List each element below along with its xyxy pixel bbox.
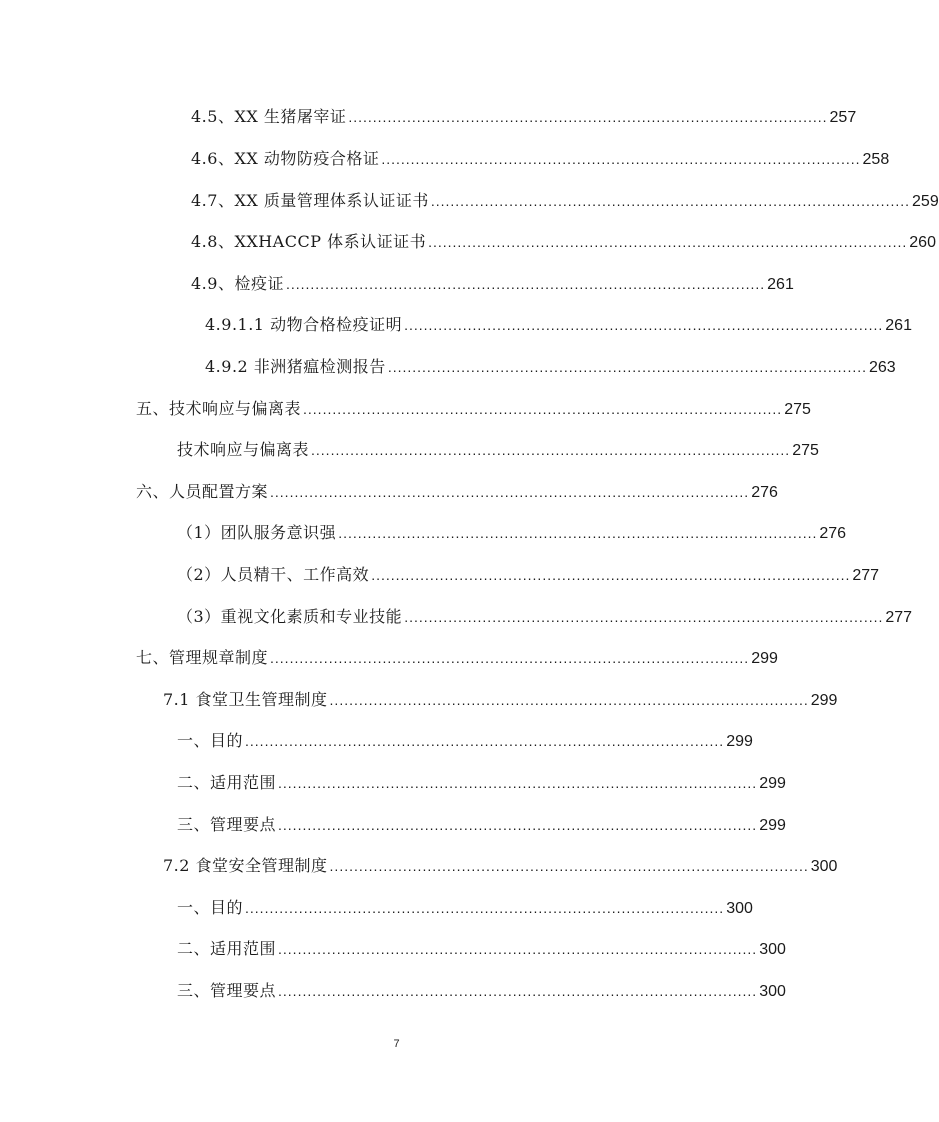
- toc-entry-page: 261: [885, 317, 912, 334]
- toc-entry-title: 4.9.1.1 动物合格检疫证明: [205, 315, 403, 334]
- toc-entry[interactable]: [177, 728, 753, 754]
- toc-entry[interactable]: [177, 437, 819, 463]
- toc-leader-dots: ..................................................................................................: [311, 442, 791, 458]
- toc-entry-page: 260: [909, 234, 936, 251]
- toc-entry-page: 299: [751, 650, 778, 667]
- toc-entry[interactable]: [191, 104, 857, 130]
- toc-entry-title: 7.2 食堂安全管理制度: [163, 856, 328, 875]
- toc-entry[interactable]: [191, 229, 936, 255]
- toc-leader-dots: ..................................................................................................: [303, 401, 783, 417]
- toc-leader-dots: ..................................................................................................: [371, 567, 851, 583]
- toc-entry[interactable]: [163, 853, 838, 879]
- toc-entry-page: 275: [784, 401, 811, 418]
- toc-leader-dots: ..................................................................................................: [329, 692, 809, 708]
- toc-entry-title: 三、管理要点: [177, 815, 277, 834]
- toc-leader-dots: ..................................................................................................: [245, 900, 725, 916]
- toc-entry-title: 4.8、XXHACCP 体系认证证书: [191, 232, 427, 251]
- toc-leader-dots: ..................................................................................................: [278, 817, 758, 833]
- toc-entry-title: 4.9.2 非洲猪瘟检测报告: [205, 357, 386, 376]
- toc-entry-title: 五、技术响应与偏离表: [136, 399, 302, 418]
- toc-entry[interactable]: [205, 354, 896, 380]
- toc-entry-page: 299: [726, 733, 753, 750]
- toc-entry-page: 300: [759, 941, 786, 958]
- page-number: 7: [393, 1038, 400, 1050]
- toc-leader-dots: ..................................................................................................: [278, 983, 758, 999]
- toc-entry-page: 259: [912, 193, 939, 210]
- toc-entry-title: 一、目的: [177, 898, 244, 917]
- toc-entry[interactable]: [191, 188, 939, 214]
- toc-entry-page: 261: [767, 276, 794, 293]
- toc-leader-dots: ..................................................................................................: [278, 775, 758, 791]
- toc-entry-page: 299: [759, 817, 786, 834]
- toc-entry-page: 257: [829, 109, 857, 126]
- toc-entry-title: 六、人员配置方案: [136, 482, 269, 501]
- toc-leader-dots: ..................................................................................................: [270, 484, 750, 500]
- toc-entry[interactable]: [177, 812, 786, 838]
- toc-entry-page: 275: [792, 442, 819, 459]
- toc-entry[interactable]: [177, 978, 786, 1004]
- toc-entry-title: （3）重视文化素质和专业技能: [177, 607, 403, 626]
- toc-entry-title: 4.5、XX 生猪屠宰证: [191, 107, 347, 126]
- toc-entry-title: （1）团队服务意识强: [177, 523, 337, 542]
- toc-entry[interactable]: [177, 604, 913, 630]
- toc-leader-dots: ..................................................................................................: [404, 609, 884, 625]
- toc-entry-page: 277: [885, 609, 913, 626]
- toc-leader-dots: ..................................................................................................: [329, 858, 809, 874]
- toc-entry-title: 4.7、XX 质量管理体系认证证书: [191, 191, 429, 210]
- toc-entry-title: 三、管理要点: [177, 981, 277, 1000]
- toc-entry[interactable]: [177, 770, 786, 796]
- toc-entry-page: 276: [819, 525, 847, 542]
- toc-entry[interactable]: [177, 936, 786, 962]
- toc-entry-title: 技术响应与偏离表: [177, 440, 310, 459]
- toc-entry-page: 258: [862, 151, 890, 168]
- toc-entry-page: 299: [759, 775, 786, 792]
- toc-entry[interactable]: [177, 895, 753, 921]
- toc-leader-dots: ..................................................................................................: [278, 941, 758, 957]
- toc-entry-page: 276: [751, 484, 778, 501]
- toc-entry[interactable]: [136, 396, 811, 422]
- toc-leader-dots: ..................................................................................................: [270, 650, 750, 666]
- toc-leader-dots: ..................................................................................................: [387, 359, 867, 375]
- toc-leader-dots: ..................................................................................................: [381, 151, 861, 167]
- toc-entry-page: 300: [810, 858, 838, 875]
- toc-leader-dots: ..................................................................................................: [285, 276, 766, 292]
- toc-leader-dots: ..................................................................................................: [245, 733, 725, 749]
- toc-entry-title: 七、管理规章制度: [136, 648, 269, 667]
- toc-entry-title: 二、适用范围: [177, 773, 277, 792]
- toc-entry[interactable]: [163, 687, 838, 713]
- toc-entry-page: 299: [810, 692, 838, 709]
- toc-leader-dots: ..................................................................................................: [428, 234, 908, 250]
- toc-entry[interactable]: [205, 312, 912, 338]
- toc-entry[interactable]: [191, 271, 794, 297]
- toc-entry-title: （2）人员精干、工作高效: [177, 565, 370, 584]
- toc-entry[interactable]: [191, 146, 890, 172]
- toc-leader-dots: ..................................................................................................: [430, 193, 911, 209]
- toc-entry[interactable]: [136, 479, 778, 505]
- toc-entry[interactable]: [136, 645, 778, 671]
- toc-entry[interactable]: [177, 562, 880, 588]
- toc-entry-page: 263: [869, 359, 896, 376]
- toc-entry[interactable]: [177, 520, 847, 546]
- toc-entry-title: 二、适用范围: [177, 939, 277, 958]
- toc-leader-dots: ..................................................................................................: [348, 109, 828, 125]
- toc-entry-page: 300: [759, 983, 786, 1000]
- toc-entry-page: 300: [726, 900, 753, 917]
- toc-entry-title: 4.6、XX 动物防疫合格证: [191, 149, 380, 168]
- toc-entry-title: 7.1 食堂卫生管理制度: [163, 690, 328, 709]
- toc-entry-title: 一、目的: [177, 731, 244, 750]
- toc-leader-dots: ..................................................................................................: [338, 525, 818, 541]
- toc-leader-dots: ..................................................................................................: [404, 317, 884, 333]
- toc-entry-page: 277: [852, 567, 880, 584]
- toc-entry-title: 4.9、检疫证: [191, 274, 284, 293]
